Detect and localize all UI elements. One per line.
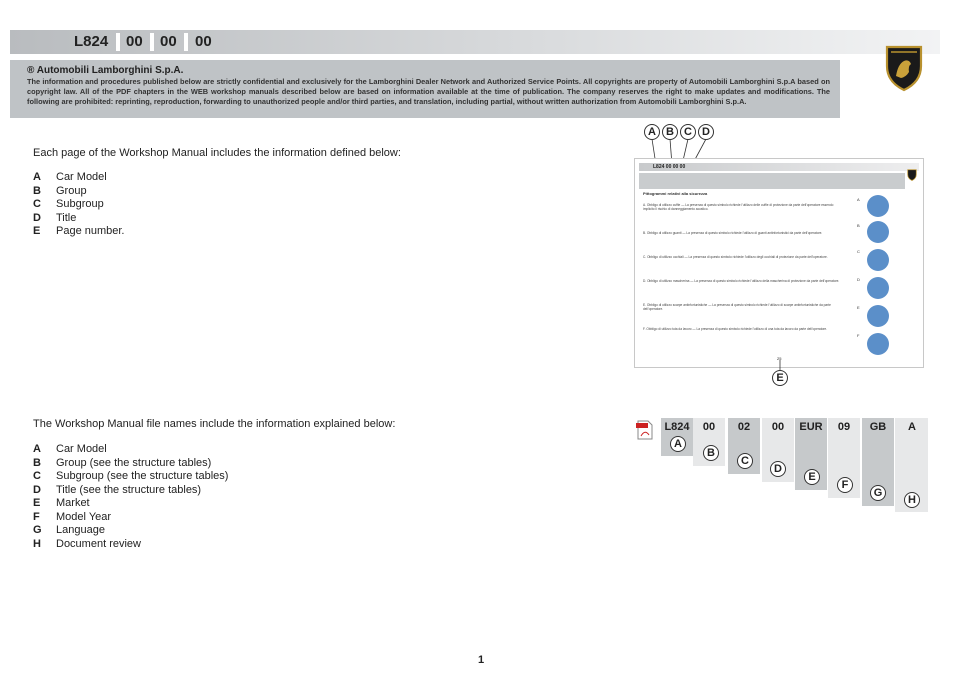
legend-item — [33, 524, 228, 538]
legend-item — [33, 497, 228, 511]
thumb-logo — [907, 169, 917, 181]
gloves-icon — [867, 221, 889, 243]
thumb-icon-key: B — [857, 223, 860, 228]
legend-item — [33, 470, 228, 484]
thumb-icon-key: C — [857, 249, 860, 254]
legend-key: B — [33, 456, 41, 469]
notice-body: The information and procedures published below are strictly confidential and exclusively for the Lamborghini Dealer Network and Authorized Service Points. All copyrights are property of Automobili Lamborghini S.p.A based on copyright law. All of the PDF chapters in the WEB workshop manuals described below are based on information available at the time of publication. The company reserves the right to make updates and modifications. The following are prohibited: reprinting, reproduction, forwarding to unauthorized people and/or third parties, and translation, including partial, without written authorization from Automobili Lamborghini S.p.A. — [27, 77, 830, 106]
safety-shoes-icon — [867, 305, 889, 327]
legend-text: Subgroup (see the structure tables) — [56, 470, 229, 482]
legend-key: A — [33, 171, 41, 183]
legend-item — [33, 538, 228, 552]
legend-key: D — [33, 211, 41, 224]
filename-part: EUR — [799, 421, 823, 433]
thumb-item: F. Obbligo di utilizzo tuta da lavoro — La presenza di questo simbolo richiede l'utilizzo di una tuta da lavoro da parte dell'operatore. — [643, 327, 828, 331]
legend-text: Group (see the structure tables) — [56, 456, 212, 469]
code-separator — [184, 33, 188, 51]
legend-item — [33, 457, 228, 471]
thumb-icon-key: E — [857, 305, 860, 310]
code-car-model: L824 — [74, 33, 109, 50]
thumb-page-number: 25 — [777, 356, 782, 361]
legend-item — [33, 443, 228, 457]
legend-key: C — [33, 470, 41, 482]
callout-a: A — [644, 124, 660, 140]
thumb-item: A. Obbligo di utilizzo cuffie — La presenza di questo simbolo richiede l'utilizzo delle cuffie di protezione da parte dell'operatore essendo implicito il rischio di danneggiamento acustico. — [643, 203, 834, 211]
overalls-icon — [867, 333, 889, 355]
filename-part: L824 — [664, 421, 690, 433]
callout-e: E — [772, 370, 788, 386]
legend-key: D — [33, 483, 41, 496]
filename-info-intro: The Workshop Manual file names include the information explained below: — [33, 418, 396, 430]
thumb-icon-key: A — [857, 197, 860, 202]
callout-d: D — [698, 124, 714, 140]
legend-text: Document review — [56, 537, 141, 550]
filename-key-f: F — [837, 477, 853, 493]
legend-text: Title — [56, 211, 77, 224]
filename-part: 00 — [702, 421, 716, 433]
filename-key-g: G — [870, 485, 886, 501]
filename-key-e: E — [804, 469, 820, 485]
filename-key-h: H — [904, 492, 920, 508]
legend-key: H — [33, 537, 41, 550]
thumb-item: D. Obbligo di utilizzo mascherina — La presenza di questo simbolo richiede l'utilizzo della mascherina di protezione da parte dell'operatore. — [643, 279, 840, 283]
legend-text: Title (see the structure tables) — [56, 483, 202, 496]
legend-key: G — [33, 524, 42, 536]
legend-item — [33, 171, 125, 185]
thumb-item: E. Obbligo di utilizzo scarpe antinfortunistiche — La presenza di questo simbolo richiede l'utilizzo di scarpe antinfortunistiche da parte dell'operatore. — [643, 303, 831, 311]
legend-item — [33, 225, 125, 239]
legend-text: Market — [56, 497, 90, 509]
thumb-title: Pittogrammi relativi alla sicurezza — [643, 191, 708, 196]
thumb-notice — [639, 173, 905, 189]
thumb-code: L824 00 00 00 — [653, 164, 686, 170]
legend-key: C — [33, 198, 41, 210]
legend-text: Model Year — [56, 510, 112, 523]
thumb-icon-key: D — [857, 277, 860, 282]
code-subgroup: 00 — [160, 33, 177, 50]
lamborghini-logo — [884, 44, 924, 92]
code-separator — [150, 33, 154, 51]
filename-legend — [33, 443, 228, 551]
filename-key-c: C — [737, 453, 753, 469]
legend-text: Car Model — [56, 171, 107, 183]
legend-key: E — [33, 497, 41, 509]
legend-text: Page number. — [56, 225, 125, 237]
legend-key: E — [33, 225, 41, 237]
thumb-item: C. Obbligo di utilizzo occhiali — La presenza di questo simbolo richiede l'utilizzo degli occhiali di protezione da parte dell'operatore. — [643, 255, 828, 259]
code-title: 00 — [195, 33, 212, 50]
filename-part: 00 — [771, 421, 785, 433]
legend-item — [33, 198, 125, 212]
legend-text: Group — [56, 184, 87, 197]
example-page-thumbnail — [634, 158, 924, 368]
code-group: 00 — [126, 33, 143, 50]
ear-protection-icon — [867, 195, 889, 217]
mask-icon — [867, 277, 889, 299]
legend-key: F — [33, 510, 40, 523]
legend-text: Language — [56, 524, 105, 536]
filename-key-d: D — [770, 461, 786, 477]
legend-item — [33, 212, 125, 226]
callout-c: C — [680, 124, 696, 140]
filename-part: 02 — [737, 421, 751, 433]
legend-text: Car Model — [56, 443, 107, 455]
filename-part: 09 — [837, 421, 851, 433]
code-separator — [116, 33, 120, 51]
legend-item — [33, 484, 228, 498]
thumb-item: B. Obbligo di utilizzo guanti — La presenza di questo simbolo richiede l'utilizzo di guanti antinfortunistici da parte dell'operatore. — [643, 231, 823, 235]
page-number: 1 — [478, 654, 485, 666]
legend-item — [33, 185, 125, 199]
filename-part: A — [908, 421, 916, 433]
legend-key: B — [33, 184, 41, 197]
thumb-icon-key: F — [857, 333, 860, 338]
filename-key-b: B — [703, 445, 719, 461]
copyright-notice — [10, 60, 840, 118]
filename-part: GB — [869, 421, 887, 433]
filename-key-a: A — [670, 436, 686, 452]
legend-text: Subgroup — [56, 198, 104, 210]
notice-title: ® Automobili Lamborghini S.p.A. — [27, 65, 184, 76]
page-info-intro: Each page of the Workshop Manual includes the information defined below: — [33, 147, 401, 159]
page-info-legend — [33, 171, 125, 239]
pdf-file-icon — [636, 420, 654, 440]
callout-b: B — [662, 124, 678, 140]
goggles-icon — [867, 249, 889, 271]
legend-item — [33, 511, 228, 525]
legend-key: A — [33, 443, 41, 455]
